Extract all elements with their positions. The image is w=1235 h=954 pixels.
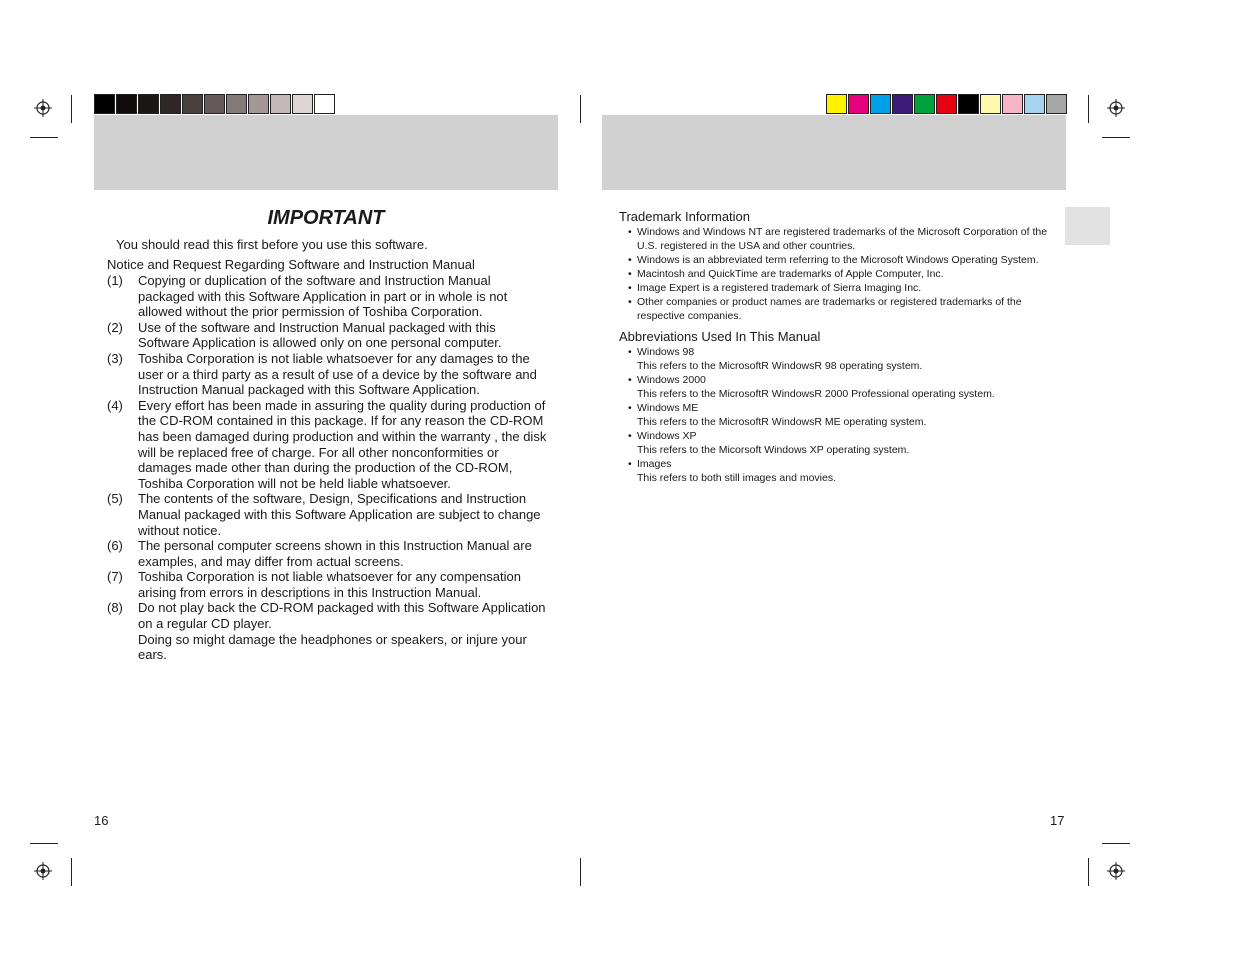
notice-item-number: (1) [107,273,123,288]
color-swatch [116,94,137,114]
section-tab-marker [1065,207,1110,245]
notice-item-number: (6) [107,538,123,554]
abbreviation-description: This refers to the MicrosoftR WindowsR ME operating system. [637,416,927,428]
bullet-icon: • [628,226,632,238]
notice-item [107,538,547,569]
right-page-content [619,209,1064,491]
color-swatch [914,94,935,114]
notice-item-paragraph: Copying or duplication of the software and Instruction Manual packaged with this Software Application in part or in whole is not allowed without the prior permission of Toshiba Corporation. [138,273,508,320]
abbreviation-item [628,429,1064,443]
bullet-icon: • [628,282,632,294]
right-header-band [602,115,1066,190]
notice-list [107,273,547,663]
notice-item-number: (8) [107,600,123,616]
trademark-text: Other companies or product names are trademarks or registered trademarks of the respective companies. [637,296,1022,322]
notice-item-text [138,569,547,600]
abbreviation-description: This refers to both still images and movies. [637,472,836,484]
color-swatch [1002,94,1023,114]
bullet-icon: • [628,374,632,386]
color-swatch [870,94,891,114]
notice-item-text [138,491,547,538]
bullet-icon: • [628,296,632,308]
notice-item [107,320,547,351]
trademark-item [628,225,1064,253]
trademark-text: Macintosh and QuickTime are trademarks of Apple Computer, Inc. [637,268,944,280]
abbreviation-item [628,373,1064,387]
color-swatch [204,94,225,114]
registration-target-icon [1107,99,1125,117]
notice-item-paragraph: The contents of the software, Design, Specifications and Instruction Manual packaged with this Software Application are subject to change without notice. [138,491,541,538]
registration-target-icon [1107,862,1125,880]
abbreviation-description: This refers to the MicrosoftR WindowsR 98 operating system. [637,360,923,372]
bullet-icon: • [628,268,632,280]
color-swatch [138,94,159,114]
notice-item [107,273,547,320]
trademark-text: Windows is an abbreviated term referring to the Microsoft Windows Operating System. [637,254,1039,266]
trademark-item [628,253,1064,267]
notice-item-paragraph: Every effort has been made in assuring the quality during production of the CD-ROM contained in this package. If for any reason the CD-ROM has been damaged during production and within the warranty , the disk will be replaced free of charge. For all other nonconformities or damages made other than during the production of the CD-ROM, Toshiba Corporation will not be held liable whatsoever. [138,397,547,491]
color-swatch [248,94,269,114]
notice-item [107,569,547,600]
abbreviations-heading: Abbreviations Used In This Manual [619,329,821,344]
trademark-list [619,225,1064,323]
abbreviation-description: This refers to the MicrosoftR WindowsR 2000 Professional operating system. [637,388,995,400]
bullet-icon: • [628,458,632,470]
notice-item-text [138,600,547,662]
crop-mark [1102,843,1130,844]
bullet-icon: • [628,254,632,266]
notice-item-text [138,320,547,351]
color-swatch [848,94,869,114]
bullet-icon: • [628,430,632,442]
notice-item-text [138,398,547,492]
left-header-band [94,115,558,190]
trademark-text: Windows and Windows NT are registered trademarks of the Microsoft Corporation of the U.S. registered in the USA and other countries. [637,226,1048,252]
page-title: IMPORTANT [267,207,385,229]
trademark-item [628,267,1064,281]
trademark-heading: Trademark Information [619,209,751,224]
trademark-text: Image Expert is a registered trademark of Sierra Imaging Inc. [637,282,922,294]
bullet-icon: • [628,346,632,358]
notice-item-text [138,538,547,569]
crop-mark [71,95,72,123]
notice-item-paragraph: Do not play back the CD-ROM packaged with this Software Application on a regular CD player. [138,600,546,632]
abbreviations-list [619,345,1064,485]
crop-mark [1088,858,1089,886]
abbreviation-item [628,401,1064,415]
notice-item [107,398,547,492]
notice-heading: Notice and Request Regarding Software and Instruction Manual [107,257,475,272]
grayscale-calibration-bar [94,94,336,116]
crop-mark [580,858,581,886]
crop-mark [580,95,581,123]
abbreviation-term: Windows 98 [637,346,695,358]
intro-text: You should read this first before you use this software. [116,237,428,252]
abbreviation-term: Windows 2000 [637,374,706,386]
bullet-icon: • [628,402,632,414]
color-calibration-bar [826,94,1068,116]
abbreviation-term: Images [637,458,672,470]
notice-item-paragraph: Toshiba Corporation is not liable whatsoever for any damages to the user or a third party as a result of use of a device by the software and Instruction Manual packaged with this Software Application. [138,350,537,398]
abbreviation-term: Windows ME [637,402,699,414]
crop-mark [71,858,72,886]
color-swatch [182,94,203,114]
crop-mark [1088,95,1089,123]
abbreviation-item [628,457,1064,471]
notice-item-text [138,351,547,398]
notice-item [107,351,547,398]
notice-item-number: (2) [107,319,123,335]
abbreviation-term: Windows XP [637,430,697,442]
trademark-item [628,295,1064,323]
notice-item-number: (7) [107,569,123,585]
notice-item [107,491,547,538]
notice-item-paragraph: Doing so might damage the headphones or speakers, or injure your ears. [138,631,527,663]
color-swatch [160,94,181,114]
notice-item-paragraph: Use of the software and Instruction Manual packaged with this Software Application is allowed only on one personal computer. [138,319,502,351]
notice-item [107,600,547,662]
color-swatch [826,94,847,114]
color-swatch [292,94,313,114]
registration-target-icon [34,99,52,117]
notice-item-number: (5) [107,491,123,507]
color-swatch [936,94,957,114]
trademark-item [628,281,1064,295]
notice-item-number: (4) [107,397,123,413]
registration-target-icon [34,862,52,880]
color-swatch [314,94,335,114]
color-swatch [892,94,913,114]
crop-mark [30,843,58,844]
color-swatch [270,94,291,114]
abbreviation-item [628,345,1064,359]
color-swatch [226,94,247,114]
color-swatch [958,94,979,114]
crop-mark [30,137,58,138]
notice-item-paragraph: Toshiba Corporation is not liable whatsoever for any compensation arising from errors in descriptions in this Instruction Manual. [138,569,521,600]
color-swatch [1046,94,1067,114]
notice-item-text [138,273,547,320]
color-swatch [980,94,1001,114]
notice-item-paragraph: The personal computer screens shown in this Instruction Manual are examples, and may differ from actual screens. [138,538,532,569]
page-number-right: 17 [1050,813,1065,828]
color-swatch [94,94,115,114]
color-swatch [1024,94,1045,114]
abbreviation-description: This refers to the Micorsoft Windows XP operating system. [637,444,910,456]
crop-mark [1102,137,1130,138]
notice-item-number: (3) [107,350,123,366]
page-number-left: 16 [94,813,109,828]
